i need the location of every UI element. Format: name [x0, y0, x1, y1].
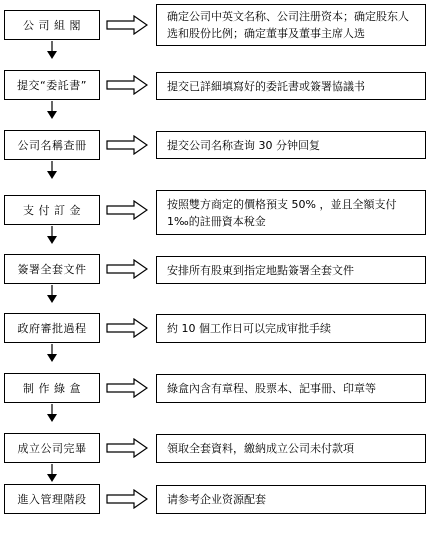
step-label: 提交“委託書” — [17, 79, 87, 92]
step-detail-box-1 — [156, 4, 426, 46]
step-detail: 按照雙方商定的價格預支 50% ，並且全額支付 1‰的註冊資本稅金 — [167, 197, 400, 228]
step-detail-box-4 — [156, 190, 426, 235]
step-detail-box-2 — [156, 72, 426, 100]
step-box-6 — [4, 313, 100, 343]
step-detail: 确定公司中英文名称、公司注册资本；确定股东人选和股份比例；确定董事及董事主席人选 — [167, 10, 409, 40]
step-detail: 提交已詳細填寫好的委託書或簽署協議书 — [167, 79, 365, 93]
step-label: 公司名稱查冊 — [17, 139, 87, 152]
step-detail-box-5 — [156, 256, 426, 284]
step-detail-box-7 — [156, 374, 426, 403]
arrow-down-icon — [47, 344, 57, 362]
step-detail: 領取全套資料，繳納成立公司未付款項 — [167, 442, 354, 455]
arrow-right-icon — [106, 259, 148, 279]
arrow-down-icon — [47, 161, 57, 179]
step-detail-box-9 — [156, 485, 426, 514]
step-box-4 — [4, 195, 100, 225]
arrow-right-icon — [106, 135, 148, 155]
step-detail-box-6 — [156, 314, 426, 343]
arrow-right-icon — [106, 200, 148, 220]
step-label: 成立公司完畢 — [17, 442, 87, 455]
step-label: 簽署全套文件 — [17, 263, 87, 276]
arrow-down-icon — [47, 285, 57, 303]
step-box-7 — [4, 373, 100, 403]
step-box-2 — [4, 70, 100, 100]
step-label: 公 司 組 閣 — [23, 19, 81, 32]
arrow-down-icon — [47, 41, 57, 59]
step-detail: 綠盒內含有章程、股票本、記事冊、印章等 — [167, 382, 376, 395]
step-box-5 — [4, 254, 100, 284]
step-detail: 提交公司名称查询 30 分钟回复 — [167, 138, 320, 152]
step-box-9 — [4, 484, 100, 514]
arrow-down-icon — [47, 464, 57, 482]
arrow-right-icon — [106, 75, 148, 95]
step-detail: 安排所有股東到指定地點簽署全套文件 — [167, 263, 354, 277]
step-label: 進入管理階段 — [17, 493, 87, 506]
arrow-right-icon — [106, 318, 148, 338]
arrow-right-icon — [106, 378, 148, 398]
arrow-down-icon — [47, 404, 57, 422]
arrow-right-icon — [106, 438, 148, 458]
arrow-down-icon — [47, 101, 57, 119]
step-label: 支 付 訂 金 — [23, 204, 81, 217]
arrow-down-icon — [47, 226, 57, 244]
step-detail-box-3 — [156, 131, 426, 159]
step-box-8 — [4, 433, 100, 463]
arrow-right-icon — [106, 15, 148, 35]
step-box-3 — [4, 130, 100, 160]
step-detail-box-8 — [156, 434, 426, 463]
step-label: 政府審批過程 — [17, 322, 87, 335]
step-label: 制 作 綠 盒 — [23, 382, 81, 395]
step-detail: 请参考企业资源配套 — [167, 493, 266, 506]
step-detail: 約 10 個工作日可以完成审批手续 — [167, 322, 331, 335]
step-box-1 — [4, 10, 100, 40]
arrow-right-icon — [106, 489, 148, 509]
